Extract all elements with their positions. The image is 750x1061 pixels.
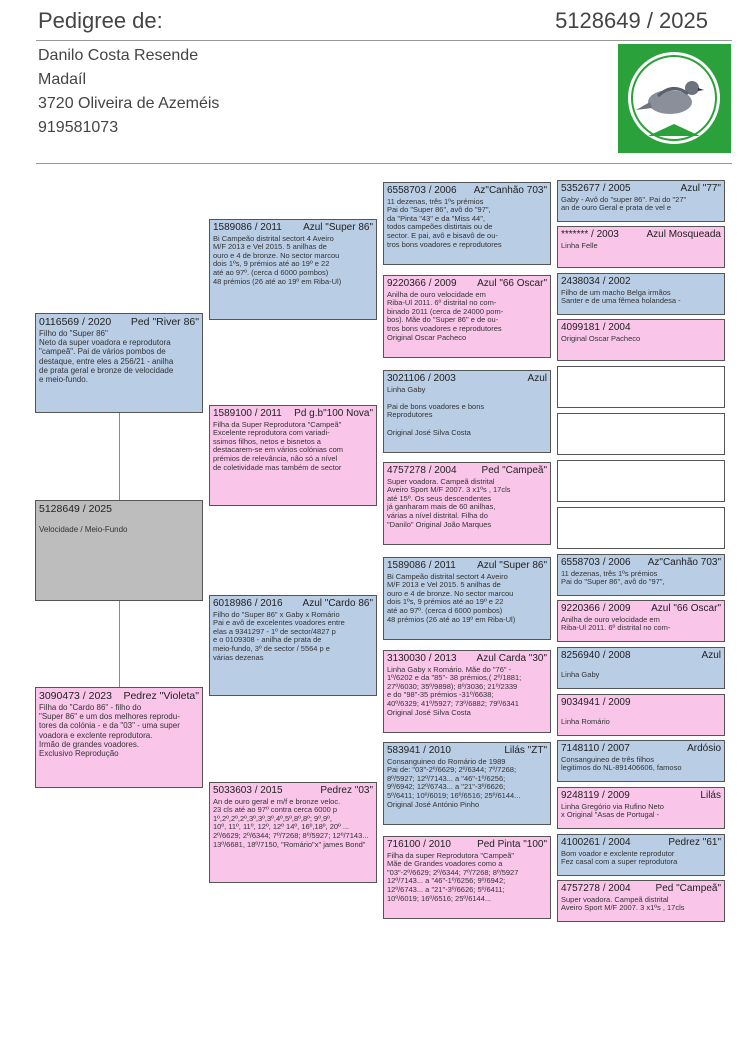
dam-ring: 3090473 / 2023: [39, 690, 112, 702]
gen4-box: [557, 694, 725, 736]
dam-sire-name: Azul "Cardo 86": [302, 598, 373, 609]
gen4-desc: Super voadora. Campeã distrital Aveiro Sport M/F 2007. 3 x1ºs , 17cls: [561, 894, 685, 913]
gen4-box: [557, 180, 725, 222]
gen4-ring: 9220366 / 2009: [561, 603, 631, 614]
gen3-box: [383, 742, 551, 825]
gen3-ring: 583941 / 2010: [387, 745, 451, 756]
dam-sire-ring: 6018986 / 2016: [213, 598, 283, 609]
gen3-name: Ped Pinta "100": [477, 839, 547, 850]
gen4-ring: 6558703 / 2006: [561, 557, 631, 568]
dam-name: Pedrez "Violeta": [123, 690, 199, 702]
gen3-box: [383, 650, 551, 733]
sire-dam-box: [209, 405, 377, 506]
gen4-name: Az"Canhão 703": [647, 557, 721, 568]
sire-box: [35, 313, 203, 413]
gen3-ring: 6558703 / 2006: [387, 185, 457, 196]
gen4-box: [557, 880, 725, 922]
gen4-empty-box: [557, 413, 725, 455]
gen3-ring: 9220366 / 2009: [387, 278, 457, 289]
gen4-ring: 7148110 / 2007: [561, 743, 630, 754]
gen4-name: Azul Mosqueada: [646, 229, 721, 240]
gen3-name: Az"Canhão 703": [473, 185, 547, 196]
subject-desc: Velocidade / Meio-Fundo: [39, 525, 128, 535]
header-divider: [36, 40, 732, 41]
gen4-ring: 9034941 / 2009: [561, 697, 631, 708]
sire-dam-name: Pd g.b"100 Nova": [294, 408, 373, 419]
gen4-ring: 4757278 / 2004: [561, 883, 631, 894]
page-title: Pedigree de:: [38, 8, 163, 33]
gen4-desc: Consanguineo de três filhos legitimos do NL-891406606, famoso: [561, 754, 682, 773]
dam-dam-box: [209, 782, 377, 883]
gen4-desc: Linha Gaby: [561, 670, 600, 680]
gen3-name: Azul "Super 86": [477, 560, 547, 571]
sire-sire-box: [209, 219, 377, 320]
gen3-name: Azul "66 Oscar": [477, 278, 547, 289]
sire-dam-desc: Filha da Super Reprodutora "Campeã" Excelente reprodutora com variadi- ssimos filhos, netos e bisnetos a destacarem-se em vários colónias com prémios de relevância, não só a nível de coletividade mas também de sector: [213, 419, 344, 472]
connector-sire: [119, 413, 120, 500]
gen4-name: Azul "77": [680, 183, 721, 194]
dam-box: [35, 687, 203, 788]
gen4-name: Lilás: [700, 790, 721, 801]
gen4-desc: Linha Gregório via Rufino Neto x Original "Asas de Portugal -: [561, 801, 664, 820]
sire-dam-ring: 1589100 / 2011: [213, 408, 282, 419]
dam-sire-desc: Filho do "Super 86" x Gaby x Romário Pai e avô de excelentes voadores entre elas a 9341297 - 1º de sector/4827 p e o 0109308 - anilha de prata de meio-fundo, 3º de sector / 5564 p e várias dezenas: [213, 609, 345, 662]
gen3-name: Ped "Campeã": [481, 465, 547, 476]
sire-sire-desc: Bi Campeão distrital sectort 4 Aveiro M/F 2013 e Vel 2015. 5 anilhas de ouro e 4 de bronze. No sector marcou dois 1ºs, 9 prémios até ao 19º e 22 até ao 97º. (cerca d 6000 pombos) 48 prémios (26 até ao 19º em Riba-Ul): [213, 233, 342, 286]
owner-phone: 919581073: [38, 119, 119, 136]
gen4-desc: Bom voador e exclente reprodutor Fez casal com a super reprodutora: [561, 848, 678, 867]
gen4-empty-box: [557, 366, 725, 408]
dam-dam-name: Pedrez "03": [320, 785, 373, 796]
gen4-name: Azul: [701, 650, 721, 661]
gen4-desc: Anilha de ouro velocidade em Riba-Ul 2011. 6º distrital no com-: [561, 614, 671, 633]
gen4-desc: 11 dezenas, três 1ºs prémios Pai do "Super 86", avô do "97",: [561, 568, 665, 587]
gen4-box: [557, 647, 725, 689]
gen3-desc: Linha Gaby x Romário. Mãe do "76" - 1º/6202 e da "85"- 38 prémios,( 2º/1881; 27º/6030; 35º/9898); 8º/3036; 21º/2339 e do "98"-35 prémios -31º/6638; 40º/6329; 41º/5927; 73º/6882; 79º/6341 Original José Silva Costa: [387, 664, 522, 717]
loft-logo: [618, 44, 731, 153]
gen4-name: Ped "Campeã": [655, 883, 721, 894]
gen3-name: Lilás "ZT": [504, 745, 547, 756]
gen4-name: Azul "66 Oscar": [651, 603, 721, 614]
gen3-box: [383, 836, 551, 919]
sire-ring: 0116569 / 2020: [39, 316, 112, 328]
gen4-box: [557, 226, 725, 268]
sire-desc: Filho do "Super 86" Neto da super voadora e reprodutora "campeã". Pai de vários pombos de destaque, entre eles a 256/21 - anilha de prata geral e bronze de velocidade e meio-fundo.: [39, 329, 174, 384]
gen4-empty-box: [557, 460, 725, 502]
gen4-ring: 8256940 / 2008: [561, 650, 631, 661]
gen4-ring: 4099181 / 2004: [561, 322, 631, 333]
gen4-empty-box: [557, 507, 725, 549]
gen3-desc: 11 dezenas, três 1ºs prémios Pai do "Super 86", avô do "97", da "Pinta "43" e da "Miss 44", todos campeões distirtais ou de sector. E pai, avô e bisavô de ou- tros bons voadores e reprodutores: [387, 196, 502, 249]
gen3-ring: 4757278 / 2004: [387, 465, 457, 476]
gen3-ring: 1589086 / 2011: [387, 560, 456, 571]
gen4-desc: Filho de um macho Belga irmãos Santer e de uma fêmea holandesa -: [561, 287, 681, 306]
dam-dam-ring: 5033603 / 2015: [213, 785, 283, 796]
subject-ring-header: 5128649 / 2025: [555, 8, 708, 33]
gen3-box: [383, 275, 551, 358]
gen3-desc: Consanguineo do Romário de 1989 Pai de: "03"-2º/6629; 2º/6344; 7º/7268; 8º/5927; 12º/7143... a "46"-1º/6256; 9º/6942; 12º/6743... a "21"-3º/6626; 5º/6411; 10º/6019; 16º/6516; 25º/6144... Original José António Pinho: [387, 756, 521, 809]
gen4-desc: Original Oscar Pacheco: [561, 333, 641, 343]
gen3-box: [383, 462, 551, 545]
dam-dam-desc: An de ouro geral e m/f e bronze veloc. 23 cls até ao 97º contra cerca 6000 p 1º,2º,2º,2º,3º,3º,3º,4º,5º,8º,8º; 9º,9º, 10º, 11º, 11º, 12º, 12º 14º, 16º,18º, 20º ... 2º/6629; 2º/6344; 7º/7268; 8º/5927; 12º/7143... 13º/6681, 18º/7150, "Romário"x" james Bond": [213, 796, 369, 849]
gen4-box: [557, 319, 725, 361]
owner-address: 3720 Oliveira de Azeméis: [38, 95, 220, 112]
gen4-box: [557, 834, 725, 876]
gen4-desc: Gaby - Avô do "super 86". Pai do "27" an de ouro Geral e prata de vel e: [561, 194, 687, 213]
gen4-ring: 5352677 / 2005: [561, 183, 631, 194]
gen3-box: [383, 370, 551, 453]
gen4-ring: 4100261 / 2004: [561, 837, 631, 848]
gen3-desc: Super voadora. Campeã distrital Aveiro Sport M/F 2007. 3 x1ºs , 17cls até 15º. Os seus descendentes já ganharam mais de 60 anilhas, várias a nível distrital. Filha do "Danilo" Original João Marques: [387, 476, 511, 529]
gen4-desc: Linha Felle: [561, 240, 598, 250]
gen4-box: [557, 273, 725, 315]
sire-name: Ped "River 86": [130, 316, 199, 328]
gen3-desc: Anilha de ouro velocidade em Riba-Ul 2011. 6º distrital no com- binado 2011 (cerca de 24000 pom- bos). Mãe do "Super 86" e de ou- tros bons voadores e reprodutores Original Oscar Pacheco: [387, 289, 504, 342]
gen3-desc: Filha da super Reprodutora "Campeã" Mãe de Grandes voadores como a "03"-2º/6629; 2º/6344; 7º/7268; 8º/5927 12º/7143... a "46"-1º/6256; 9º/6942; 12º/6743... a "21"-3º/6626; 5º/6411; 10º/6019; 16º/6516; 25º/6144...: [387, 850, 519, 903]
gen3-box: [383, 182, 551, 265]
gen4-box: [557, 554, 725, 596]
connector-dam: [119, 601, 120, 687]
gen3-desc: Bi Campeão distrital sectort 4 Aveiro M/F 2013 e Vel 2015. 5 anilhas de ouro e 4 de bronze. No sector marcou dois 1ºs, 9 prémios até ao 19º e 22 até ao 97º. (cerca d 6000 pombos) 48 prémios (26 até ao 19º em Riba-Ul): [387, 571, 516, 624]
gen4-ring: 9248119 / 2009: [561, 790, 630, 801]
gen3-ring: 716100 / 2010: [387, 839, 451, 850]
owner-divider: [36, 163, 732, 164]
gen4-box: [557, 740, 725, 782]
gen4-box: [557, 787, 725, 829]
gen3-name: Azul: [527, 373, 547, 384]
dam-desc: Filha do "Cardo 86" - filho do "Super 86" e um dos melhores reprodu- tores da colónia - e da "03" - uma super voadora e exclente reprodutora. Irmão de grandes voadores. Exclusivo Reprodução: [39, 703, 180, 758]
subject-ring: 5128649 / 2025: [39, 503, 112, 515]
gen4-ring: 2438034 / 2002: [561, 276, 631, 287]
owner-name: Danilo Costa Resende: [38, 47, 199, 64]
gen3-ring: 3021106 / 2003: [387, 373, 456, 384]
gen4-name: Pedrez "61": [668, 837, 721, 848]
sire-sire-ring: 1589086 / 2011: [213, 222, 282, 233]
dam-sire-box: [209, 595, 377, 696]
owner-locality: Madaíl: [38, 71, 87, 88]
gen4-desc: Linha Romário: [561, 717, 610, 727]
gen3-desc: Linha Gaby Pai de bons voadores e bons Reprodutores Original José Silva Costa: [387, 384, 485, 437]
gen4-box: [557, 600, 725, 642]
gen3-box: [383, 557, 551, 640]
gen3-ring: 3130030 / 2013: [387, 653, 457, 664]
gen4-ring: ******* / 2003: [561, 229, 619, 240]
gen4-name: Ardósio: [687, 743, 721, 754]
sire-sire-name: Azul "Super 86": [303, 222, 373, 233]
gen3-name: Azul Carda "30": [476, 653, 547, 664]
subject-box: [35, 500, 203, 601]
